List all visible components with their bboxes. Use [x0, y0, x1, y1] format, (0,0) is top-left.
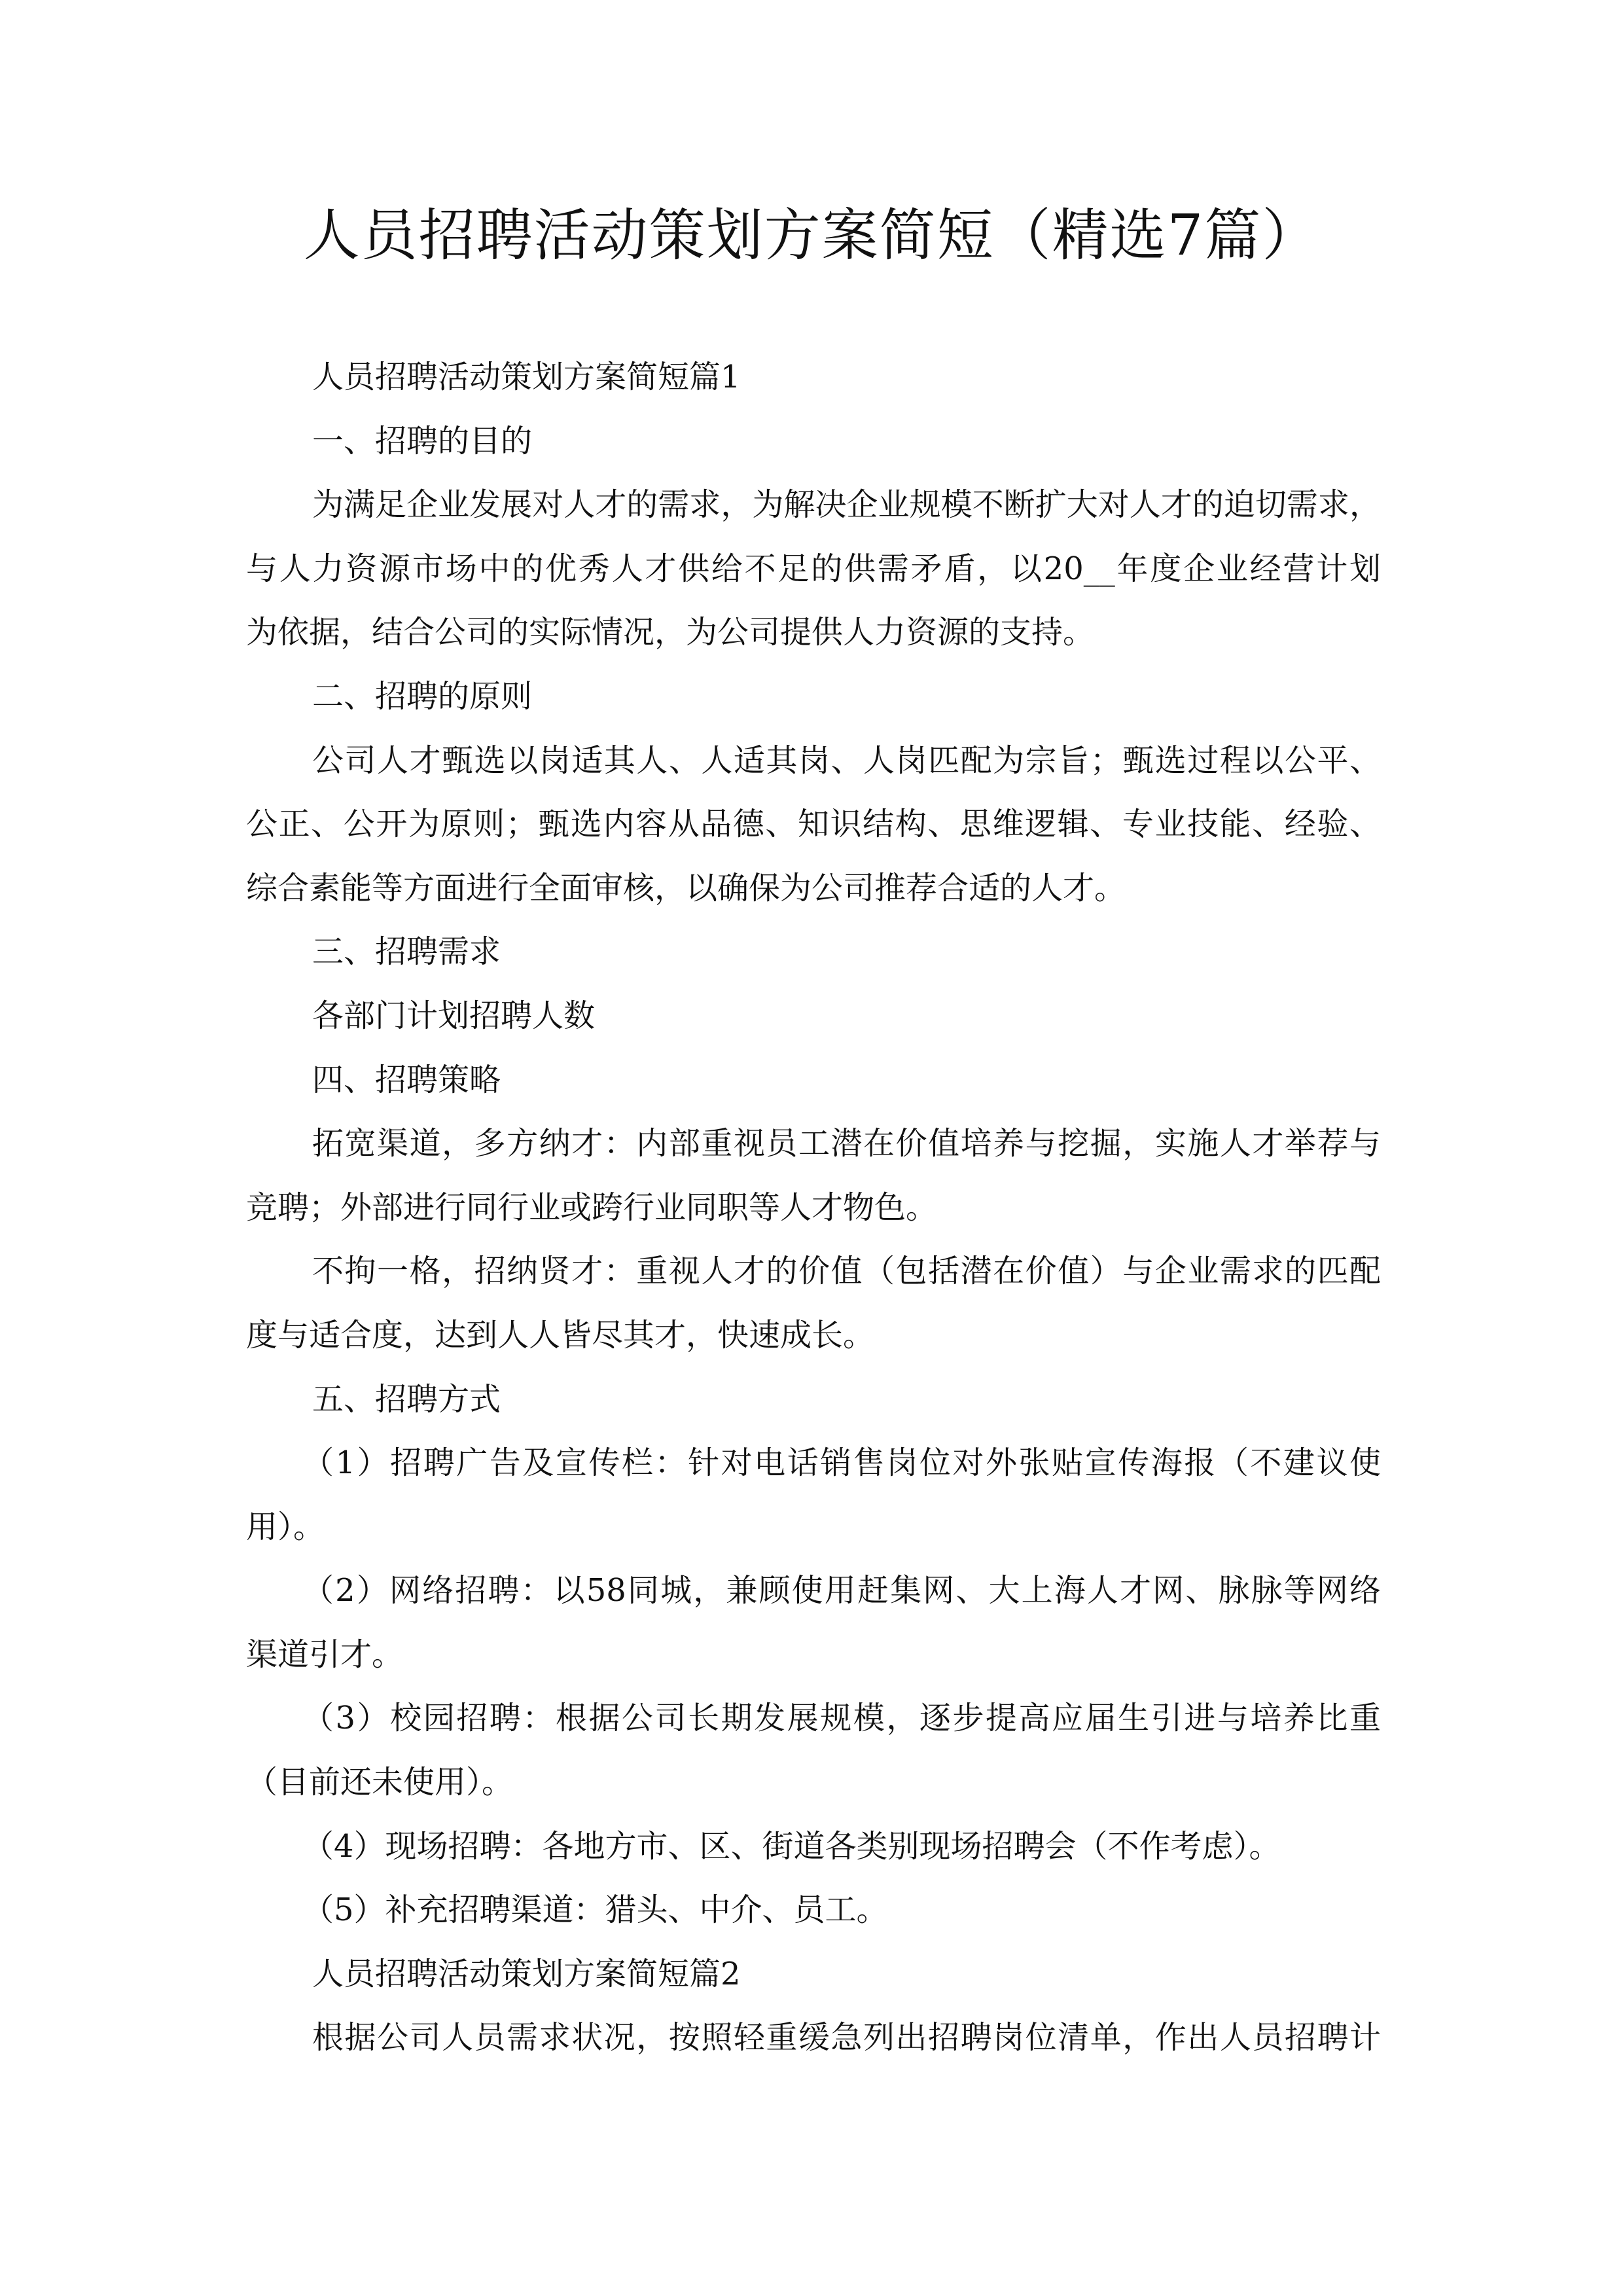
- text-line: 不拘一格，招纳贤才：重视人才的价值（包括潜在价值）与企业需求的匹配: [312, 1253, 1381, 1290]
- text-line: 四、招聘策略: [312, 1061, 501, 1098]
- text-line: （1）招聘广告及宣传栏：针对电话销售岗位对外张贴宣传海报（不建议使: [302, 1444, 1381, 1482]
- text-line: 公正、公开为原则；甄选内容从品德、知识结构、思维逻辑、专业技能、经验、: [246, 806, 1381, 843]
- text-line: 根据公司人员需求状况，按照轻重缓急列出招聘岗位清单，作出人员招聘计: [312, 2019, 1381, 2056]
- text-line: 为依据，结合公司的实际情况，为公司提供人力资源的支持。: [246, 614, 1095, 651]
- text-line: 三、招聘需求: [312, 933, 501, 971]
- text-line: 一、招聘的目的: [312, 422, 533, 459]
- text-line: （2）网络招聘：以58同城，兼顾使用赶集网、大上海人才网、脉脉等网络: [302, 1572, 1381, 1609]
- text-line: 二、招聘的原则: [312, 677, 533, 715]
- text-line: （3）校园招聘：根据公司长期发展规模，逐步提高应届生引进与培养比重: [302, 1700, 1381, 1737]
- text-line: 公司人才甄选以岗适其人、人适其岗、人岗匹配为宗旨；甄选过程以公平、: [312, 742, 1381, 779]
- text-line: 人员招聘活动策划方案简短篇1: [312, 359, 741, 395]
- text-line: （5）补充招聘渠道：猎头、中介、员工。: [302, 1892, 888, 1929]
- text-line: 拓宽渠道，多方纳才：内部重视员工潜在价值培养与挖掘，实施人才举荐与: [312, 1125, 1381, 1162]
- text-line: 为满足企业发展对人才的需求，为解决企业规模不断扩大对人才的迫切需求，: [312, 486, 1381, 524]
- text-line: 五、招聘方式: [312, 1380, 501, 1418]
- text-line: （4）现场招聘：各地方市、区、街道各类别现场招聘会（不作考虑）。: [302, 1827, 1281, 1865]
- document-title: 人员招聘活动策划方案简短（精选7篇）: [303, 203, 1320, 268]
- text-line: 用）。: [246, 1508, 325, 1545]
- text-line: 渠道引才。: [246, 1636, 404, 1673]
- text-line: 竞聘；外部进行同行业或跨行业同职等人才物色。: [246, 1189, 938, 1226]
- text-line: 综合素能等方面进行全面审核，以确保为公司推荐合适的人才。: [246, 869, 1126, 906]
- text-line: 与人力资源市场中的优秀人才供给不足的供需矛盾，以20__年度企业经营计划: [246, 550, 1381, 587]
- text-line: 人员招聘活动策划方案简短篇2: [312, 1955, 741, 1992]
- text-line: （目前还未使用）。: [246, 1764, 514, 1801]
- document-body: [246, 346, 1381, 2070]
- text-line: 度与适合度，达到人人皆尽其才，快速成长。: [246, 1316, 875, 1354]
- text-line: 各部门计划招聘人数: [312, 997, 596, 1034]
